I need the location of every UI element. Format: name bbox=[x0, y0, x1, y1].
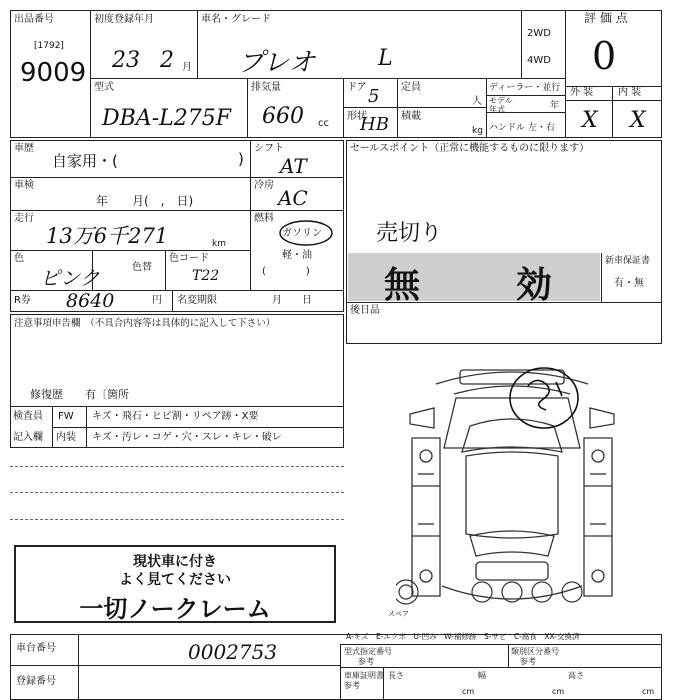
first-registration-month: 2 bbox=[160, 48, 174, 73]
recycle-value: 8640 bbox=[66, 290, 115, 312]
chassis-value: 0002753 bbox=[188, 640, 278, 664]
car-name: プレオ bbox=[238, 48, 315, 78]
car-diagram bbox=[396, 356, 628, 621]
doors-label: ドア bbox=[347, 82, 367, 93]
width-unit: cm bbox=[552, 687, 565, 696]
load-label: 積載 bbox=[401, 111, 421, 122]
invalid-stamp: 無 効 bbox=[348, 253, 600, 301]
drive-2wd: 2WD bbox=[527, 28, 551, 39]
displacement-value: 660 bbox=[262, 104, 304, 129]
interior-items: キズ・汚レ・コゲ・穴・スレ・キレ・破レ bbox=[92, 432, 282, 443]
interior-grade: X bbox=[630, 108, 646, 133]
drive-4wd: 4WD bbox=[527, 55, 551, 66]
lot-number-label: 出品番号 bbox=[14, 14, 54, 25]
registration-label: 登録番号 bbox=[16, 676, 56, 687]
chassis-label: 車台番号 bbox=[16, 643, 56, 654]
height-label: 高さ bbox=[568, 671, 584, 680]
dealer-label: ディーラー・並行 bbox=[489, 83, 561, 93]
inspector-label: 検査員 bbox=[13, 411, 43, 422]
first-registration-label: 初度登録年月 bbox=[94, 14, 154, 25]
fw-label: FW bbox=[58, 411, 74, 422]
cert-model-ref: 参考 bbox=[358, 657, 374, 666]
lot-number: 9009 bbox=[20, 58, 87, 88]
width-label: 幅 bbox=[478, 671, 486, 680]
ac-value: AC bbox=[278, 186, 308, 210]
history-close: ) bbox=[238, 150, 244, 168]
spare-label: スペア bbox=[388, 610, 409, 618]
exterior-label: 外 装 bbox=[570, 87, 594, 98]
damage-legend: A-キズ E-エクボ U-凹み W-補修跡 S-サビ C-腐食 XX-交換済 bbox=[346, 632, 580, 641]
exterior-grade: X bbox=[582, 108, 598, 133]
disclaimer-box bbox=[14, 545, 336, 623]
fuel-label: 燃料 bbox=[254, 213, 274, 224]
selling-points-label: セールスポイント（正常に機能するものに限ります） bbox=[350, 143, 590, 154]
fuel-other: ( ) bbox=[262, 266, 310, 277]
interior-items-label: 内装 bbox=[56, 432, 76, 443]
disclaimer-line3: 一切ノークレーム bbox=[79, 595, 271, 623]
history-label: 車歴 bbox=[14, 143, 34, 154]
shift-value: AT bbox=[280, 154, 307, 178]
shift-label: シフト bbox=[254, 143, 284, 154]
capacity-unit: 人 bbox=[472, 96, 482, 107]
cert-class-ref: 参考 bbox=[520, 657, 536, 666]
score-label: 評 価 点 bbox=[584, 11, 628, 25]
length-label: 長さ bbox=[388, 671, 404, 680]
garage-cert-label: 車庫証明書 参考 bbox=[344, 671, 384, 690]
month-label: 月 bbox=[182, 62, 192, 73]
handle-label: ハンドル 左・右 bbox=[489, 123, 555, 133]
cert-model-label: 型式指定番号 bbox=[344, 647, 392, 656]
warranty-label: 新車保証書 bbox=[605, 256, 651, 266]
shape-value: HB bbox=[360, 114, 389, 135]
mileage-unit: km bbox=[212, 239, 226, 249]
first-registration-year: 23 bbox=[112, 48, 140, 73]
history-value: 自家用・( bbox=[52, 152, 118, 170]
lot-code: [1792] bbox=[34, 41, 64, 51]
doors-value: 5 bbox=[368, 86, 380, 107]
fuel-gasoline: ガソリン bbox=[282, 228, 322, 239]
mileage-label: 走行 bbox=[14, 213, 34, 224]
capacity-label: 定員 bbox=[401, 82, 421, 93]
repaint-label: 色替 bbox=[132, 262, 152, 273]
inspection-value: 年 月( , 日) bbox=[96, 194, 194, 208]
model-label: 型式 bbox=[94, 82, 114, 93]
name-change-label: 名変期限 bbox=[177, 295, 217, 306]
disclaimer-line2: よく見てください bbox=[119, 572, 231, 588]
cert-class-label: 類別区分番号 bbox=[511, 647, 559, 656]
recycle-label: R券 bbox=[14, 295, 31, 306]
color-value: ピンク bbox=[40, 266, 100, 290]
interior-label: 内 装 bbox=[618, 87, 642, 98]
length-unit: cm bbox=[462, 687, 475, 696]
post-install-label: 後日品 bbox=[350, 305, 380, 316]
entry-label: 記入欄 bbox=[13, 432, 43, 443]
warranty-value: 有・無 bbox=[614, 278, 644, 289]
mileage-value: 13万6千271 bbox=[46, 224, 169, 248]
fw-items: キズ・飛石・ヒビ割・リペア跡・X要 bbox=[92, 411, 259, 422]
recycle-yen: 円 bbox=[152, 295, 162, 306]
color-label: 色 bbox=[14, 253, 24, 264]
displacement-label: 排気量 bbox=[251, 82, 281, 93]
model-year-label: モデル 年式 bbox=[489, 96, 513, 114]
color-code-label: 色コード bbox=[169, 253, 209, 264]
model-value: DBA-L275F bbox=[102, 106, 231, 131]
shape-label: 形状 bbox=[347, 111, 367, 122]
notes-label: 注意事項申告欄 （不具合内容等は具体的に記入して下さい） bbox=[14, 318, 276, 329]
disclaimer-line1: 現状車に付き bbox=[133, 554, 217, 570]
grade: L bbox=[378, 46, 393, 71]
inspection-label: 車検 bbox=[14, 180, 34, 191]
name-change-value: 月 日 bbox=[272, 295, 312, 306]
ac-label: 冷房 bbox=[254, 180, 274, 191]
year-unit: 年 bbox=[550, 101, 560, 111]
car-name-label: 車名・グレード bbox=[201, 14, 271, 25]
height-unit: cm bbox=[642, 687, 655, 696]
displacement-unit: cc bbox=[318, 118, 329, 129]
color-code-value: T22 bbox=[192, 268, 220, 284]
load-unit: kg bbox=[472, 126, 483, 136]
repair-history: 修復歴 有〔箇所 bbox=[30, 388, 129, 401]
fuel-circle bbox=[276, 218, 336, 248]
selling-points-note: 売切り bbox=[376, 221, 443, 246]
fuel-diesel: 軽・油 bbox=[282, 250, 312, 261]
score-value: 0 bbox=[592, 34, 617, 78]
